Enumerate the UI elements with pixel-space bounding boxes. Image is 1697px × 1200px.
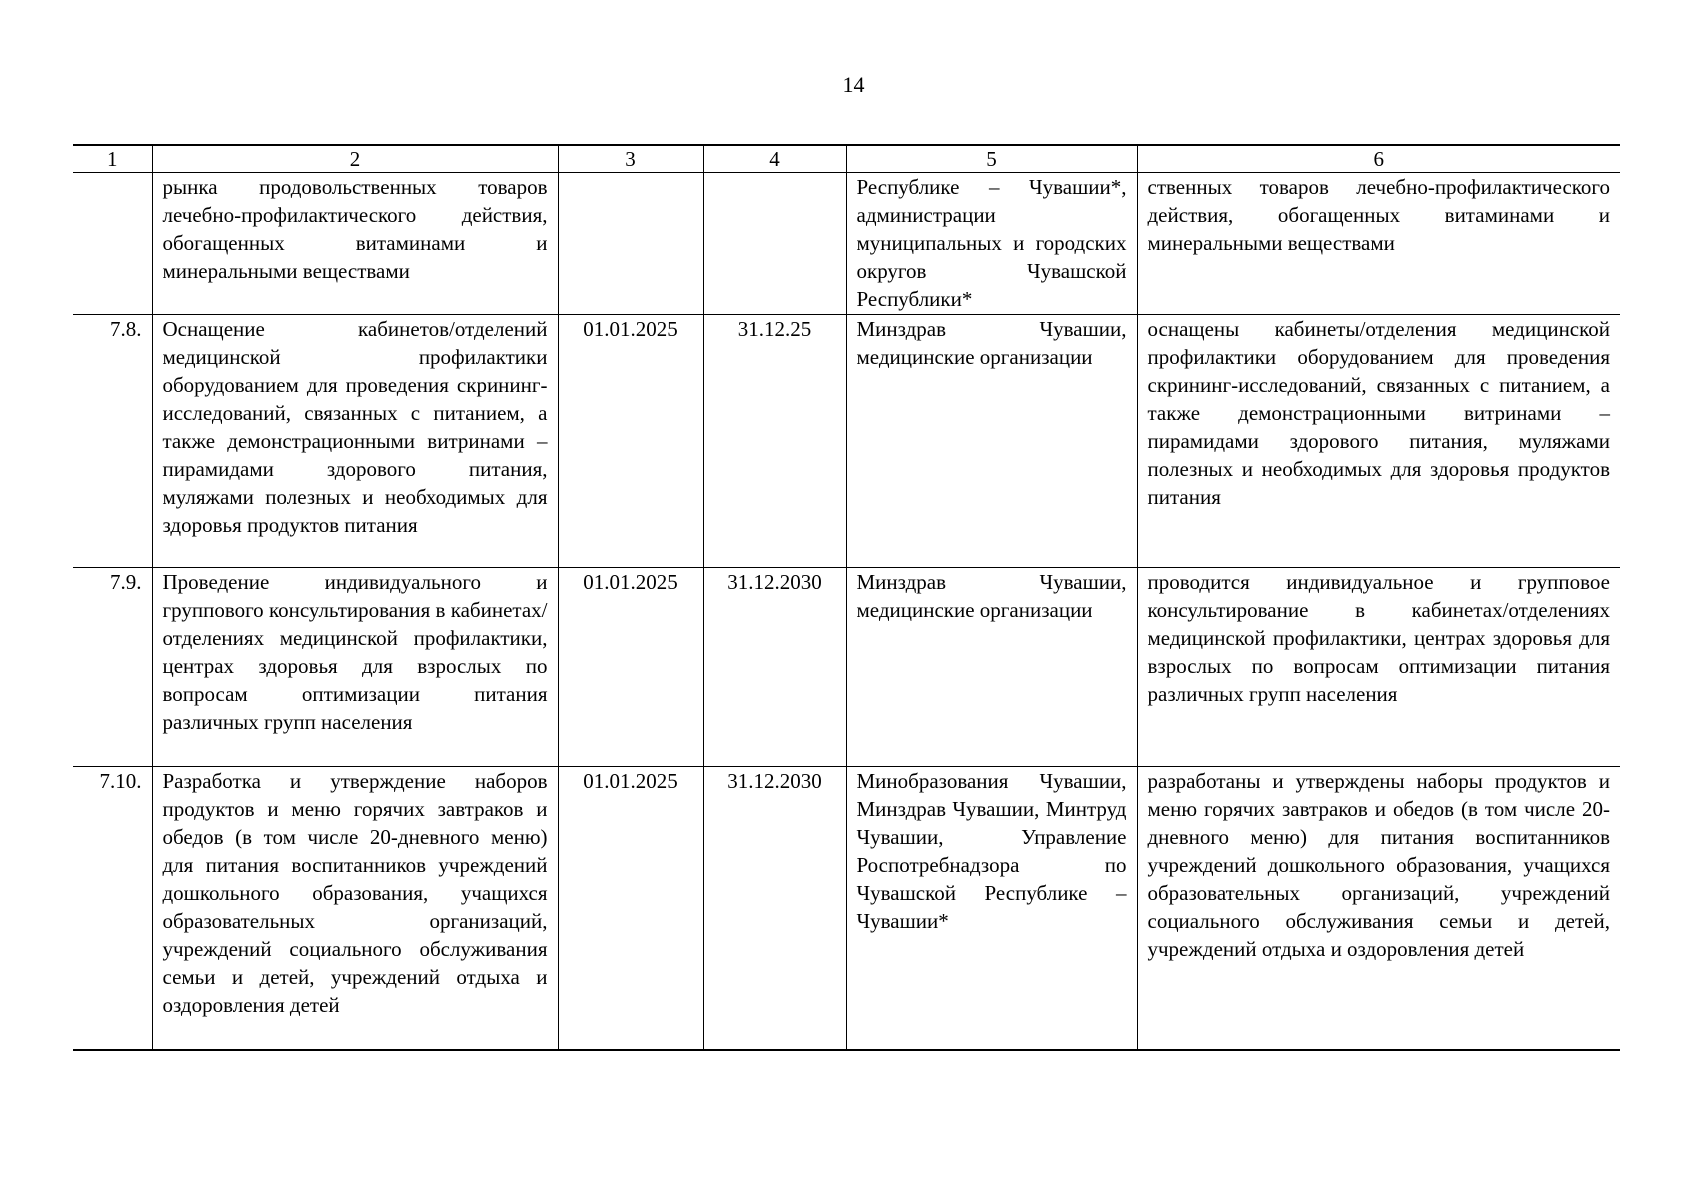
result-cell: оснащены кабинеты/отделения медицинской профилактики оборудованием для проведения скрининг-исследований, связанных с питанием, а также демонстрационными витринами – пирамидами здорового питания, муляжами полезных и необходимых для здоровья продуктов питания — [1137, 315, 1620, 568]
item-number: 7.9. — [73, 568, 152, 767]
column-number: 6 — [1137, 145, 1620, 173]
item-number: 7.10. — [73, 767, 152, 1050]
measure-cell: рынка продовольственных товаров лечебно-профилактического действия, обогащенных витаминами и минеральными веществами — [152, 173, 558, 315]
start-date-cell: 01.01.2025 — [558, 315, 703, 568]
start-date-cell: 01.01.2025 — [558, 568, 703, 767]
column-number: 4 — [703, 145, 846, 173]
end-date-cell — [703, 173, 846, 315]
executors-cell: Республике – Чувашии*, администрации муниципальных и городских округов Чувашской Республики* — [846, 173, 1137, 315]
end-date-cell: 31.12.2030 — [703, 568, 846, 767]
column-number: 3 — [558, 145, 703, 173]
result-cell: ственных товаров лечебно-профилактического действия, обогащенных витаминами и минеральными веществами — [1137, 173, 1620, 315]
activities-table — [73, 144, 1620, 1051]
table-row — [73, 173, 1620, 315]
executors-cell: Минздрав Чувашии, медицинские организации — [846, 568, 1137, 767]
start-date-cell — [558, 173, 703, 315]
start-date-cell: 01.01.2025 — [558, 767, 703, 1050]
measure-cell: Проведение индивидуального и группового консультирования в кабинетах/отделениях медицинской профилактики, центрах здоровья для взрослых по вопросам оптимизации питания различных групп населения — [152, 568, 558, 767]
item-number: 7.8. — [73, 315, 152, 568]
end-date-cell: 31.12.25 — [703, 315, 846, 568]
table-row — [73, 568, 1620, 767]
executors-cell: Минздрав Чувашии, медицинские организации — [846, 315, 1137, 568]
column-number: 1 — [73, 145, 152, 173]
column-numbers-row — [73, 145, 1620, 173]
end-date-cell: 31.12.2030 — [703, 767, 846, 1050]
column-number: 5 — [846, 145, 1137, 173]
page-number: 14 — [842, 72, 865, 97]
table-row — [73, 767, 1620, 1050]
measure-cell: Разработка и утверждение наборов продуктов и меню горячих завтраков и обедов (в том числе 20-дневного меню) для питания воспитанников учреждений дошкольного образования, учащихся образовательных организаций, учреждений социального обслуживания семьи и детей, учреждений отдыха и оздоровления детей — [152, 767, 558, 1050]
table-row — [73, 315, 1620, 568]
measure-cell: Оснащение кабинетов/отделений медицинской профилактики оборудованием для проведения скрининг-исследований, связанных с питанием, а также демонстрационными витринами – пирамидами здорового питания, муляжами полезных и необходимых для здоровья продуктов питания — [152, 315, 558, 568]
executors-cell: Минобразования Чувашии, Минздрав Чувашии, Минтруд Чувашии, Управление Роспотребнадзора по Чувашской Республике – Чувашии* — [846, 767, 1137, 1050]
item-number — [73, 173, 152, 315]
column-number: 2 — [152, 145, 558, 173]
result-cell: разработаны и утверждены наборы продуктов и меню горячих завтраков и обедов (в том числе 20-дневного меню) для питания воспитанников учреждений дошкольного образования, учащихся образовательных организаций, учреждений социального обслуживания семьи и детей, учреждений отдыха и оздоровления детей — [1137, 767, 1620, 1050]
result-cell: проводится индивидуальное и групповое консультирование в кабинетах/отделениях медицинской профилактики, центрах здоровья для взрослых по вопросам оптимизации питания различных групп населения — [1137, 568, 1620, 767]
